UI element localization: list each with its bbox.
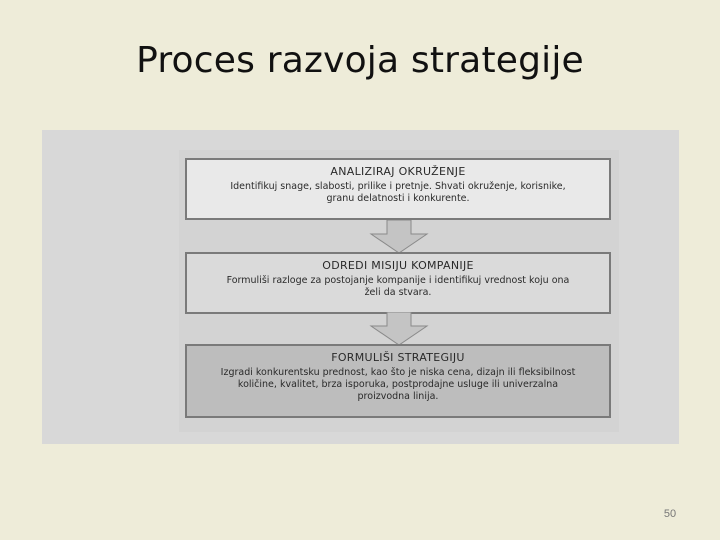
down-arrow-icon [369, 220, 429, 254]
step-title: ODREDI MISIJU KOMPANIJE [322, 259, 474, 272]
page-number: 50 [663, 508, 677, 520]
step-title: ANALIZIRAJ OKRUŽENJE [330, 165, 466, 178]
step-analyze-environment [185, 158, 611, 220]
step-description: Formuliši razloge za postojanje kompanije i identifikuj vrednost koju ona želi da stvara. [226, 275, 570, 298]
step-formulate-strategy [185, 344, 611, 418]
step-description: Izgradi konkurentsku prednost, kao što je niska cena, dizajn ili fleksibilnost količine, kvalitet, brza isporuka, postprodajne usluge ili univerzalna proizvodna linija. [220, 367, 576, 402]
step-define-mission [185, 252, 611, 314]
slide-title: Proces razvoja strategije [136, 40, 584, 81]
down-arrow-icon [369, 312, 429, 346]
strategy-process-diagram [42, 130, 679, 444]
diagram-panel [179, 150, 619, 432]
step-title: FORMULIŠI STRATEGIJU [331, 351, 465, 364]
step-description: Identifikuj snage, slabosti, prilike i pretnje. Shvati okruženje, korisnike, granu delatnosti i konkurente. [230, 181, 566, 204]
